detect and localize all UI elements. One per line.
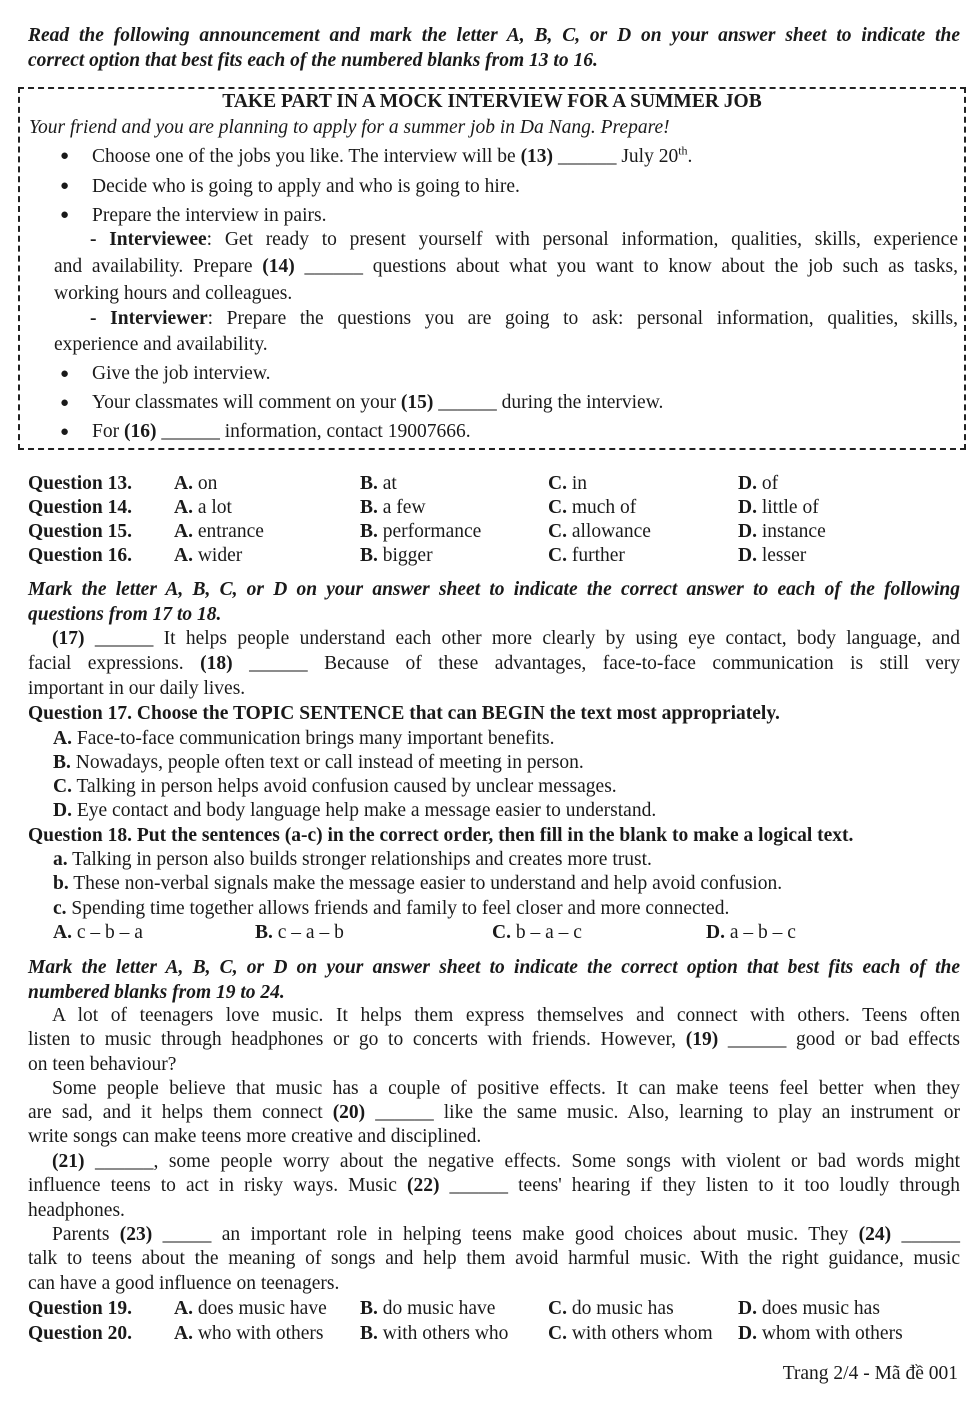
option-b[interactable]: with others who [382, 1323, 509, 1344]
bullet-icon: ● [60, 424, 70, 440]
question-row-19: Question 19. A. does music have B. do music have C. do music has D. does music has [28, 1298, 880, 1319]
bullet-icon: ● [60, 366, 70, 382]
option-d[interactable]: whom with others [761, 1323, 903, 1344]
passage-17-line-1: (17) ______ It helps people understand each other more clearly by using eye contact, body language, and [52, 628, 960, 649]
interviewee-line-1: - Interviewee: Get ready to present yourself with personal information, qualities, skills, experience [90, 229, 958, 250]
passage-17-line-2: facial expressions. (18) ______ Because of these advantages, face-to-face communication is still very [28, 653, 960, 674]
option-a[interactable]: on [197, 473, 218, 494]
option-a[interactable]: entrance [197, 521, 264, 542]
bullet-icon: ● [60, 207, 70, 223]
option-b[interactable]: at [382, 473, 397, 494]
option-c[interactable]: do music has [571, 1298, 674, 1319]
section-instruction-19-24: Mark the letter A, B, C, or D on your answer sheet to indicate the correct option that best fits each of the numbered blanks from 19 to 24. [28, 957, 960, 1003]
announcement-box [18, 87, 966, 450]
q17-option-b[interactable]: B. Nowadays, people often text or call instead of meeting in person. [53, 752, 584, 773]
interviewer-line-2: experience and availability. [54, 334, 268, 355]
q18-item-b: b. These non-verbal signals make the message easier to understand and help avoid confusion. [53, 873, 783, 894]
option-d[interactable]: does music has [761, 1298, 880, 1319]
interviewee-line-2: and availability. Prepare (14) ______ questions about what you want to know about the job such as tasks, [54, 256, 958, 277]
option-a[interactable]: who with others [197, 1323, 324, 1344]
interviewer-line-1: - Interviewer: Prepare the questions you are going to ask: personal information, qualities, skills, [90, 308, 958, 329]
option-d[interactable]: instance [761, 521, 826, 542]
option-a[interactable]: wider [197, 545, 243, 566]
question-row-20: Question 20. A. who with others B. with others who C. with others whom D. whom with others [28, 1323, 903, 1344]
q17-option-d[interactable]: D. Eye contact and body language help make a message easier to understand. [53, 800, 657, 821]
q18-option-c[interactable]: C. b – a – c [492, 922, 582, 943]
option-b[interactable]: a few [382, 497, 426, 518]
option-a[interactable]: does music have [197, 1298, 327, 1319]
q17-option-c[interactable]: C. Talking in person helps avoid confusion caused by unclear messages. [53, 776, 617, 797]
option-b[interactable]: bigger [382, 545, 433, 566]
passage-p3-line-1: (21) ______, some people worry about the negative effects. Some songs with violent or bad words might [52, 1151, 960, 1172]
option-d[interactable]: little of [761, 497, 819, 518]
option-c[interactable]: allowance [571, 521, 651, 542]
q17-option-a[interactable]: A. Face-to-face communication brings many important benefits. [53, 728, 555, 749]
option-d[interactable]: of [761, 473, 779, 494]
q18-option-a[interactable]: A. c – b – a [53, 922, 143, 943]
question-row-14: Question 14. A. a lot B. a few C. much of D. little of [28, 497, 819, 518]
q18-item-a: a. Talking in person also builds stronger relationships and creates more trust. [53, 849, 652, 870]
passage-p1-line-1: A lot of teenagers love music. It helps them express themselves and connect with others. Teens often [52, 1005, 960, 1026]
passage-p4-line-2: talk to teens about the meaning of songs and help them avoid harmful music. With the right guidance, music [28, 1248, 960, 1269]
option-c[interactable]: with others whom [571, 1323, 713, 1344]
section-instruction-13-16: Read the following announcement and mark the letter A, B, C, or D on your answer sheet to indicate the correct option that best fits each of the numbered blanks from 13 to 16. [28, 25, 960, 71]
option-a[interactable]: a lot [197, 497, 232, 518]
q18-item-c: c. Spending time together allows friends and family to feel closer and more connected. [53, 898, 730, 919]
passage-17-line-3: important in our daily lives. [28, 678, 246, 699]
bullet-item-5: Your classmates will comment on your (15) ______ during the interview. [92, 392, 664, 413]
bullet-item-6: For (16) ______ information, contact 19007666. [92, 421, 471, 442]
bullet-item-2: Decide who is going to apply and who is going to hire. [92, 176, 520, 197]
option-b[interactable]: performance [382, 521, 482, 542]
bullet-item-3: Prepare the interview in pairs. [92, 205, 327, 226]
passage-p4-line-3: can have a good influence on teenagers. [28, 1273, 340, 1294]
passage-p2-line-1: Some people believe that music has a couple of positive effects. It can make teens feel better when they [52, 1078, 960, 1099]
passage-p3-line-2: influence teens to act in risky ways. Music (22) ______ teens' hearing if they listen to it too loudly through [28, 1175, 961, 1196]
option-c[interactable]: in [571, 473, 588, 494]
question-row-16: Question 16. A. wider B. bigger C. further D. lesser [28, 545, 807, 566]
q18-option-b[interactable]: B. c – a – b [255, 922, 344, 943]
bullet-item-1: Choose one of the jobs you like. The interview will be (13) ______ July 20th. [92, 143, 693, 167]
option-c[interactable]: further [571, 545, 625, 566]
announcement-intro: Your friend and you are planning to apply for a summer job in Da Nang. Prepare! [29, 117, 670, 138]
passage-p3-line-3: headphones. [28, 1200, 125, 1221]
section-instruction-17-18: Mark the letter A, B, C, or D on your answer sheet to indicate the correct answer to each of the following questions from 17 to 18. [28, 579, 960, 625]
interviewee-line-3: working hours and colleagues. [54, 283, 293, 304]
passage-p1-line-2: listen to music through headphones or go to concerts with friends. However, (19) ______ good or bad effects [28, 1029, 960, 1050]
option-c[interactable]: much of [571, 497, 637, 518]
passage-p4-line-1: Parents (23) _____ an important role in helping teens make good choices about music. They (24) ______ [52, 1224, 961, 1245]
question-row-15: Question 15. A. entrance B. performance C. allowance D. instance [28, 521, 826, 542]
passage-p1-line-3: on teen behaviour? [28, 1054, 177, 1075]
question-18-stem: Question 18. Put the sentences (a-c) in the correct order, then fill in the blank to make a logical text. [28, 825, 854, 846]
bullet-icon: ● [60, 178, 70, 194]
option-d[interactable]: lesser [761, 545, 807, 566]
passage-p2-line-3: write songs can make teens more creative and disciplined. [28, 1126, 482, 1147]
passage-p2-line-2: are sad, and it helps them connect (20) ______ like the same music. Also, learning to play an instrument or [28, 1102, 960, 1123]
q18-option-d[interactable]: D. a – b – c [706, 922, 796, 943]
bullet-icon: ● [60, 395, 70, 411]
page-footer: Trang 2/4 - Mã đề 001 [782, 1363, 958, 1384]
bullet-item-4: Give the job interview. [92, 363, 271, 384]
announcement-title: TAKE PART IN A MOCK INTERVIEW FOR A SUMMER JOB [222, 91, 762, 112]
question-17-stem: Question 17. Choose the TOPIC SENTENCE that can BEGIN the text most appropriately. [28, 703, 780, 724]
question-row-13: Question 13. A. on B. at C. in D. of [28, 473, 779, 494]
bullet-icon: ● [60, 148, 70, 164]
option-b[interactable]: do music have [382, 1298, 496, 1319]
